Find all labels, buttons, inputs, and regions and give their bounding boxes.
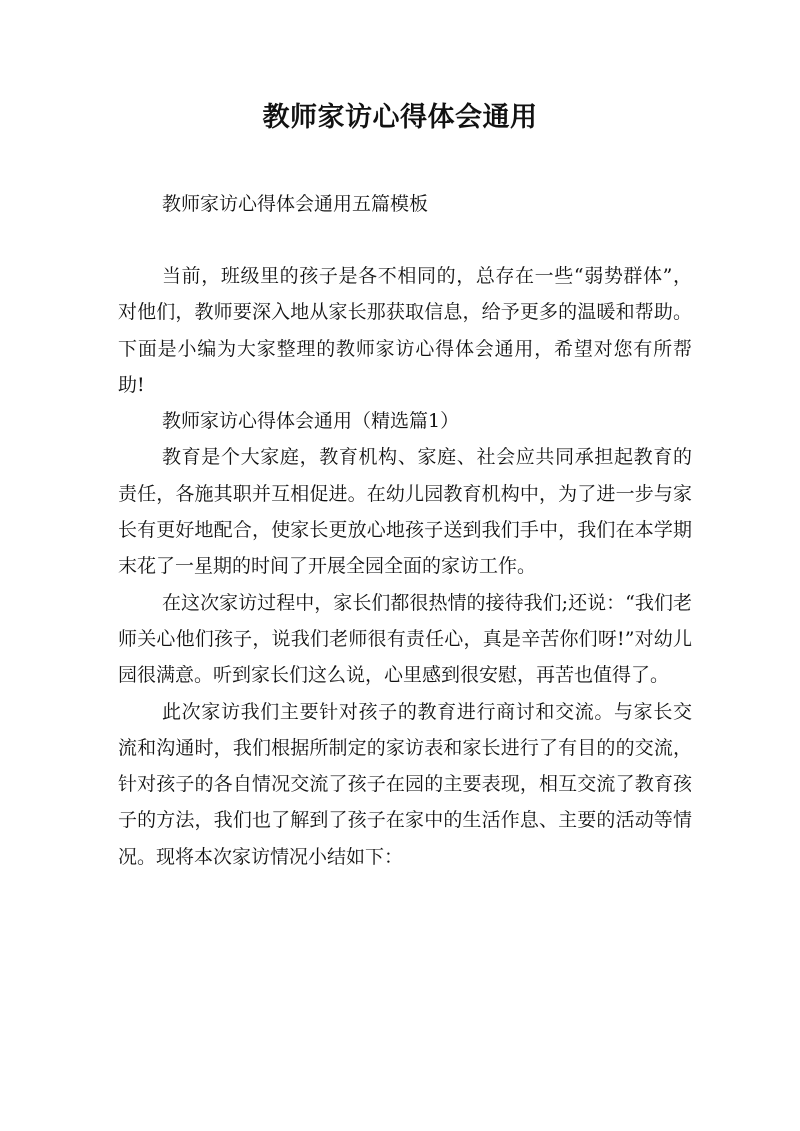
body-paragraph: 教育是个大家庭，教育机构、家庭、社会应共同承担起教育的责任，各施其职并互相促进。在幼儿园教育机构中，为了进一步与家长有更好地配合，使家长更放心地孩子送到我们手中，我们在本学期末花了一星期的时间了开展全园全面的家访工作。 [118,446,692,578]
intro-paragraph: 当前，班级里的孩子是各不相同的，总存在一些“弱势群体”，对他们，教师要深入地从家长那获取信息，给予更多的温暖和帮助。下面是小编为大家整理的教师家访心得体会通用，希望对您有所帮助! [118,265,692,396]
section-heading: 教师家访心得体会通用（精选篇1） [162,410,460,433]
document-body [118,258,692,875]
document-title: 教师家访心得体会通用 [262,102,538,133]
document-subtitle: 教师家访心得体会通用五篇模板 [162,193,429,215]
body-paragraph: 在这次家访过程中，家长们都很热情的接待我们;还说：“我们老师关心他们孩子，说我们老师很有责任心，真是辛苦你们呀!”对幼儿园很满意。听到家长们这么说，心里感到很安慰，再苦也值得了。 [118,591,692,687]
body-paragraph: 此次家访我们主要针对孩子的教育进行商讨和交流。与家长交流和沟通时，我们根据所制定的家访表和家长进行了有目的的交流，针对孩子的各自情况交流了孩子在园的主要表现，相互交流了教育孩子的方法，我们也了解到了孩子在家中的生活作息、主要的活动等情况。现将本次家访情况小结如下： [118,700,692,868]
